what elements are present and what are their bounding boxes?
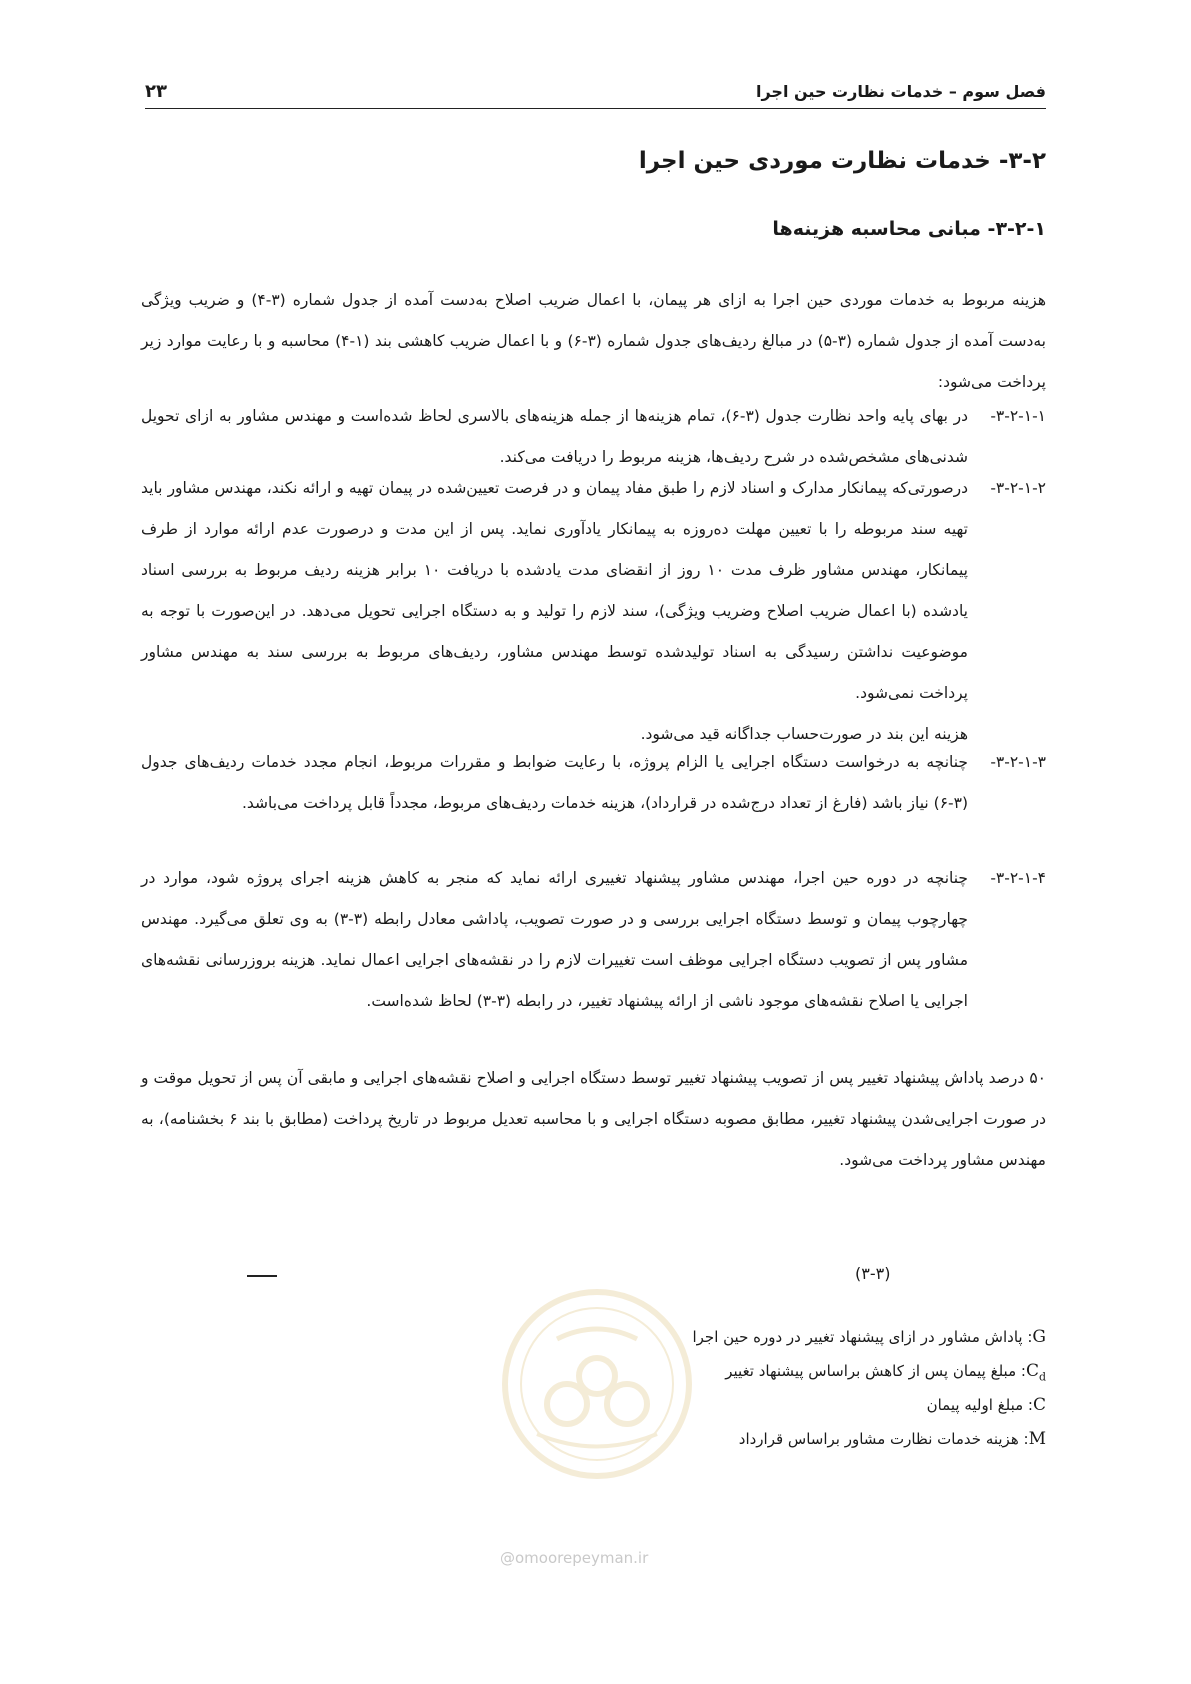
watermark-website: @omoorepeyman.ir [500,1549,649,1567]
item-text: چنانچه به درخواست دستگاه اجرایی یا الزام پروژه، با رعایت ضوابط و مقررات مربوط، انجام مجدد خدمات ردیف‌های جدول (۳-۶) نیاز باشد (فارغ از تعداد درج‌شده در قرارداد)، هزینه خدمات ردیف‌های مربوط، مجدداً قابل پرداخت می‌باشد. [141,753,968,812]
item-text: در بهای پایه واحد نظارت جدول (۳-۶)، تمام هزینه‌ها از جمله هزینه‌های بالاسری لحاظ شده‌است و مهندس مشاور به ازای تحویل شدنی‌های مشخص‌شده در شرح ردیف‌ها، هزینه مربوط را دریافت می‌کند. [141,407,968,466]
definition-symbol: C [1032,1395,1046,1415]
definition-item [692,1422,1046,1456]
definition-item [692,1388,1046,1422]
item-text: چنانچه در دوره حین اجرا، مهندس مشاور پیشنهاد تغییری ارائه نماید که منجر به کاهش هزینه اجرای پروژه شود، موارد در چهارچوب پیمان و توسط دستگاه اجرایی بررسی و در صورت تصویب، پاداشی معادل رابطه (۳-۳) به وی تعلق می‌گیرد. مهندس مشاور پس از تصویب دستگاه اجرایی موظف است تغییرات لازم را در نقشه‌های اجرایی اعمال نماید. هزینه بروزرسانی نقشه‌های اجرایی یا اصلاح نقشه‌های موجود ناشی از ارائه پیشنهاد تغییر، در رابطه (۳-۳) لحاظ شده‌است. [141,869,968,1010]
list-item [141,858,1046,1022]
list-item [141,396,1046,478]
item-number: ۳-۲-۱-۱- [990,407,1046,425]
running-header [145,74,1046,109]
subsection-title: ۳-۲-۱- مبانی محاسبه هزینه‌ها [772,218,1046,240]
definition-symbol: G [1032,1327,1046,1347]
list-item [141,742,1046,824]
list-item [141,468,1046,755]
intro-paragraph: هزینه مربوط به خدمات موردی حین اجرا به ازای هر پیمان، با اعمال ضریب اصلاح به‌دست آمده از جدول شماره (۳-۴) و ضریب ویژگی به‌دست آمده از جدول شماره (۳-۵) در مبالغ ردیف‌های جدول شماره (۳-۶) و با اعمال ضریب کاهشی بند (۱-۴) محاسبه و با رعایت موارد زیر پرداخت می‌شود: [141,291,1046,391]
definition-symbol: $C_d$ [1025,1361,1046,1384]
watermark-seal-icon [497,1284,697,1484]
page-number: ۲۳ [145,80,167,102]
equation-rule [247,1275,277,1277]
definition-text: : مبلغ اولیه پیمان [926,1396,1033,1414]
definition-symbol: M [1028,1429,1046,1449]
item-text: درصورتی‌که پیمانکار مدارک و اسناد لازم را طبق مفاد پیمان و در فرصت تعیین‌شده در پیمان تهیه و ارائه نکند، مهندس مشاور باید تهیه سند مربوطه را با تعیین مهلت ده‌روزه به پیمانکار یادآوری نماید. پس از این مدت و درصورت عدم ارائه موارد از طرف پیمانکار، مهندس مشاور ظرف مدت ۱۰ روز از انقضای مدت یادشده با دریافت ۱۰ برابر هزینه ردیف مربوط به بررسی اسناد یادشده (با اعمال ضریب اصلاح وضریب ویژگی)، سند لازم را تولید و به دستگاه اجرایی تحویل می‌دهد. در این‌صورت با توجه به موضوعیت نداشتن رسیدگی به اسناد تولیدشده توسط مهندس مشاور، ردیف‌های مربوط به بررسی سند به مهندس مشاور پرداخت نمی‌شود. [141,479,968,702]
definition-text: : پاداش مشاور در ازای پیشنهاد تغییر در دوره حین اجرا [692,1328,1033,1346]
definition-text: : هزینه خدمات نظارت مشاور براساس قرارداد [738,1430,1029,1448]
item-text: هزینه این بند در صورت‌حساب جداگانه قید می‌شود. [640,725,968,743]
item-number: ۳-۲-۱-۴- [990,869,1046,887]
chapter-title: فصل سوم – خدمات نظارت حین اجرا [755,81,1046,101]
closing-paragraph: ۵۰ درصد پاداش پیشنهاد تغییر پس از تصویب پیشنهاد تغییر توسط دستگاه اجرایی و اصلاح نقشه‌های اجرایی و مابقی آن پس از تحویل موقت و در صورت اجرایی‌شدن پیشنهاد تغییر، مطابق مصوبه دستگاه اجرایی و با محاسبه تعدیل مربوط در تاریخ پرداخت (مطابق با بند ۶ بخشنامه)، به مهندس مشاور پرداخت می‌شود. [141,1069,1047,1169]
item-number: ۳-۲-۱-۲- [990,479,1046,497]
definition-item [692,1320,1046,1354]
definition-text: : مبلغ پیمان پس از کاهش براساس پیشنهاد تغییر [725,1362,1026,1380]
section-title: ۳-۲- خدمات نظارت موردی حین اجرا [638,148,1046,174]
definitions-list [692,1320,1046,1456]
definition-item [692,1354,1046,1388]
item-number: ۳-۲-۱-۳- [990,753,1046,771]
equation-number: (۳-۳) [855,1264,891,1283]
